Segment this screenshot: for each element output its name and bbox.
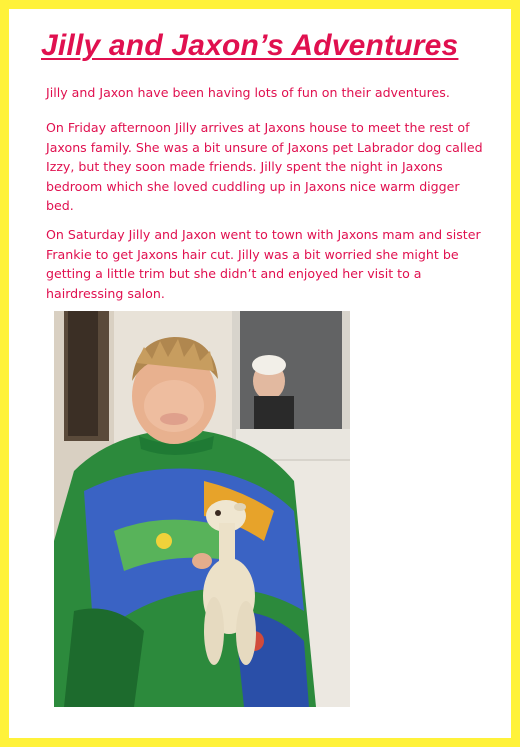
salon-photo — [54, 311, 350, 707]
paragraph-friday: On Friday afternoon Jilly arrives at Jaxons house to meet the rest of Jaxons family. She was a bit unsure of Jaxons pet Labrador dog called Izzy, but they soon made friends. Jilly spent the night in Jaxons bedroom which she loved cuddling up in Jaxons nice warm digger bed. — [46, 120, 483, 213]
page-title: Jilly and Jaxon’s Adventures — [41, 29, 459, 62]
paragraph-intro: Jilly and Jaxon have been having lots of fun on their adventures. — [46, 85, 450, 100]
paragraph-saturday: On Saturday Jilly and Jaxon went to town with Jaxons mam and sister Frankie to get Jaxons hair cut. Jilly was a bit worried she might be getting a little trim but she didn’t and enjoyed her visit to a hairdressing salon. — [46, 227, 481, 301]
